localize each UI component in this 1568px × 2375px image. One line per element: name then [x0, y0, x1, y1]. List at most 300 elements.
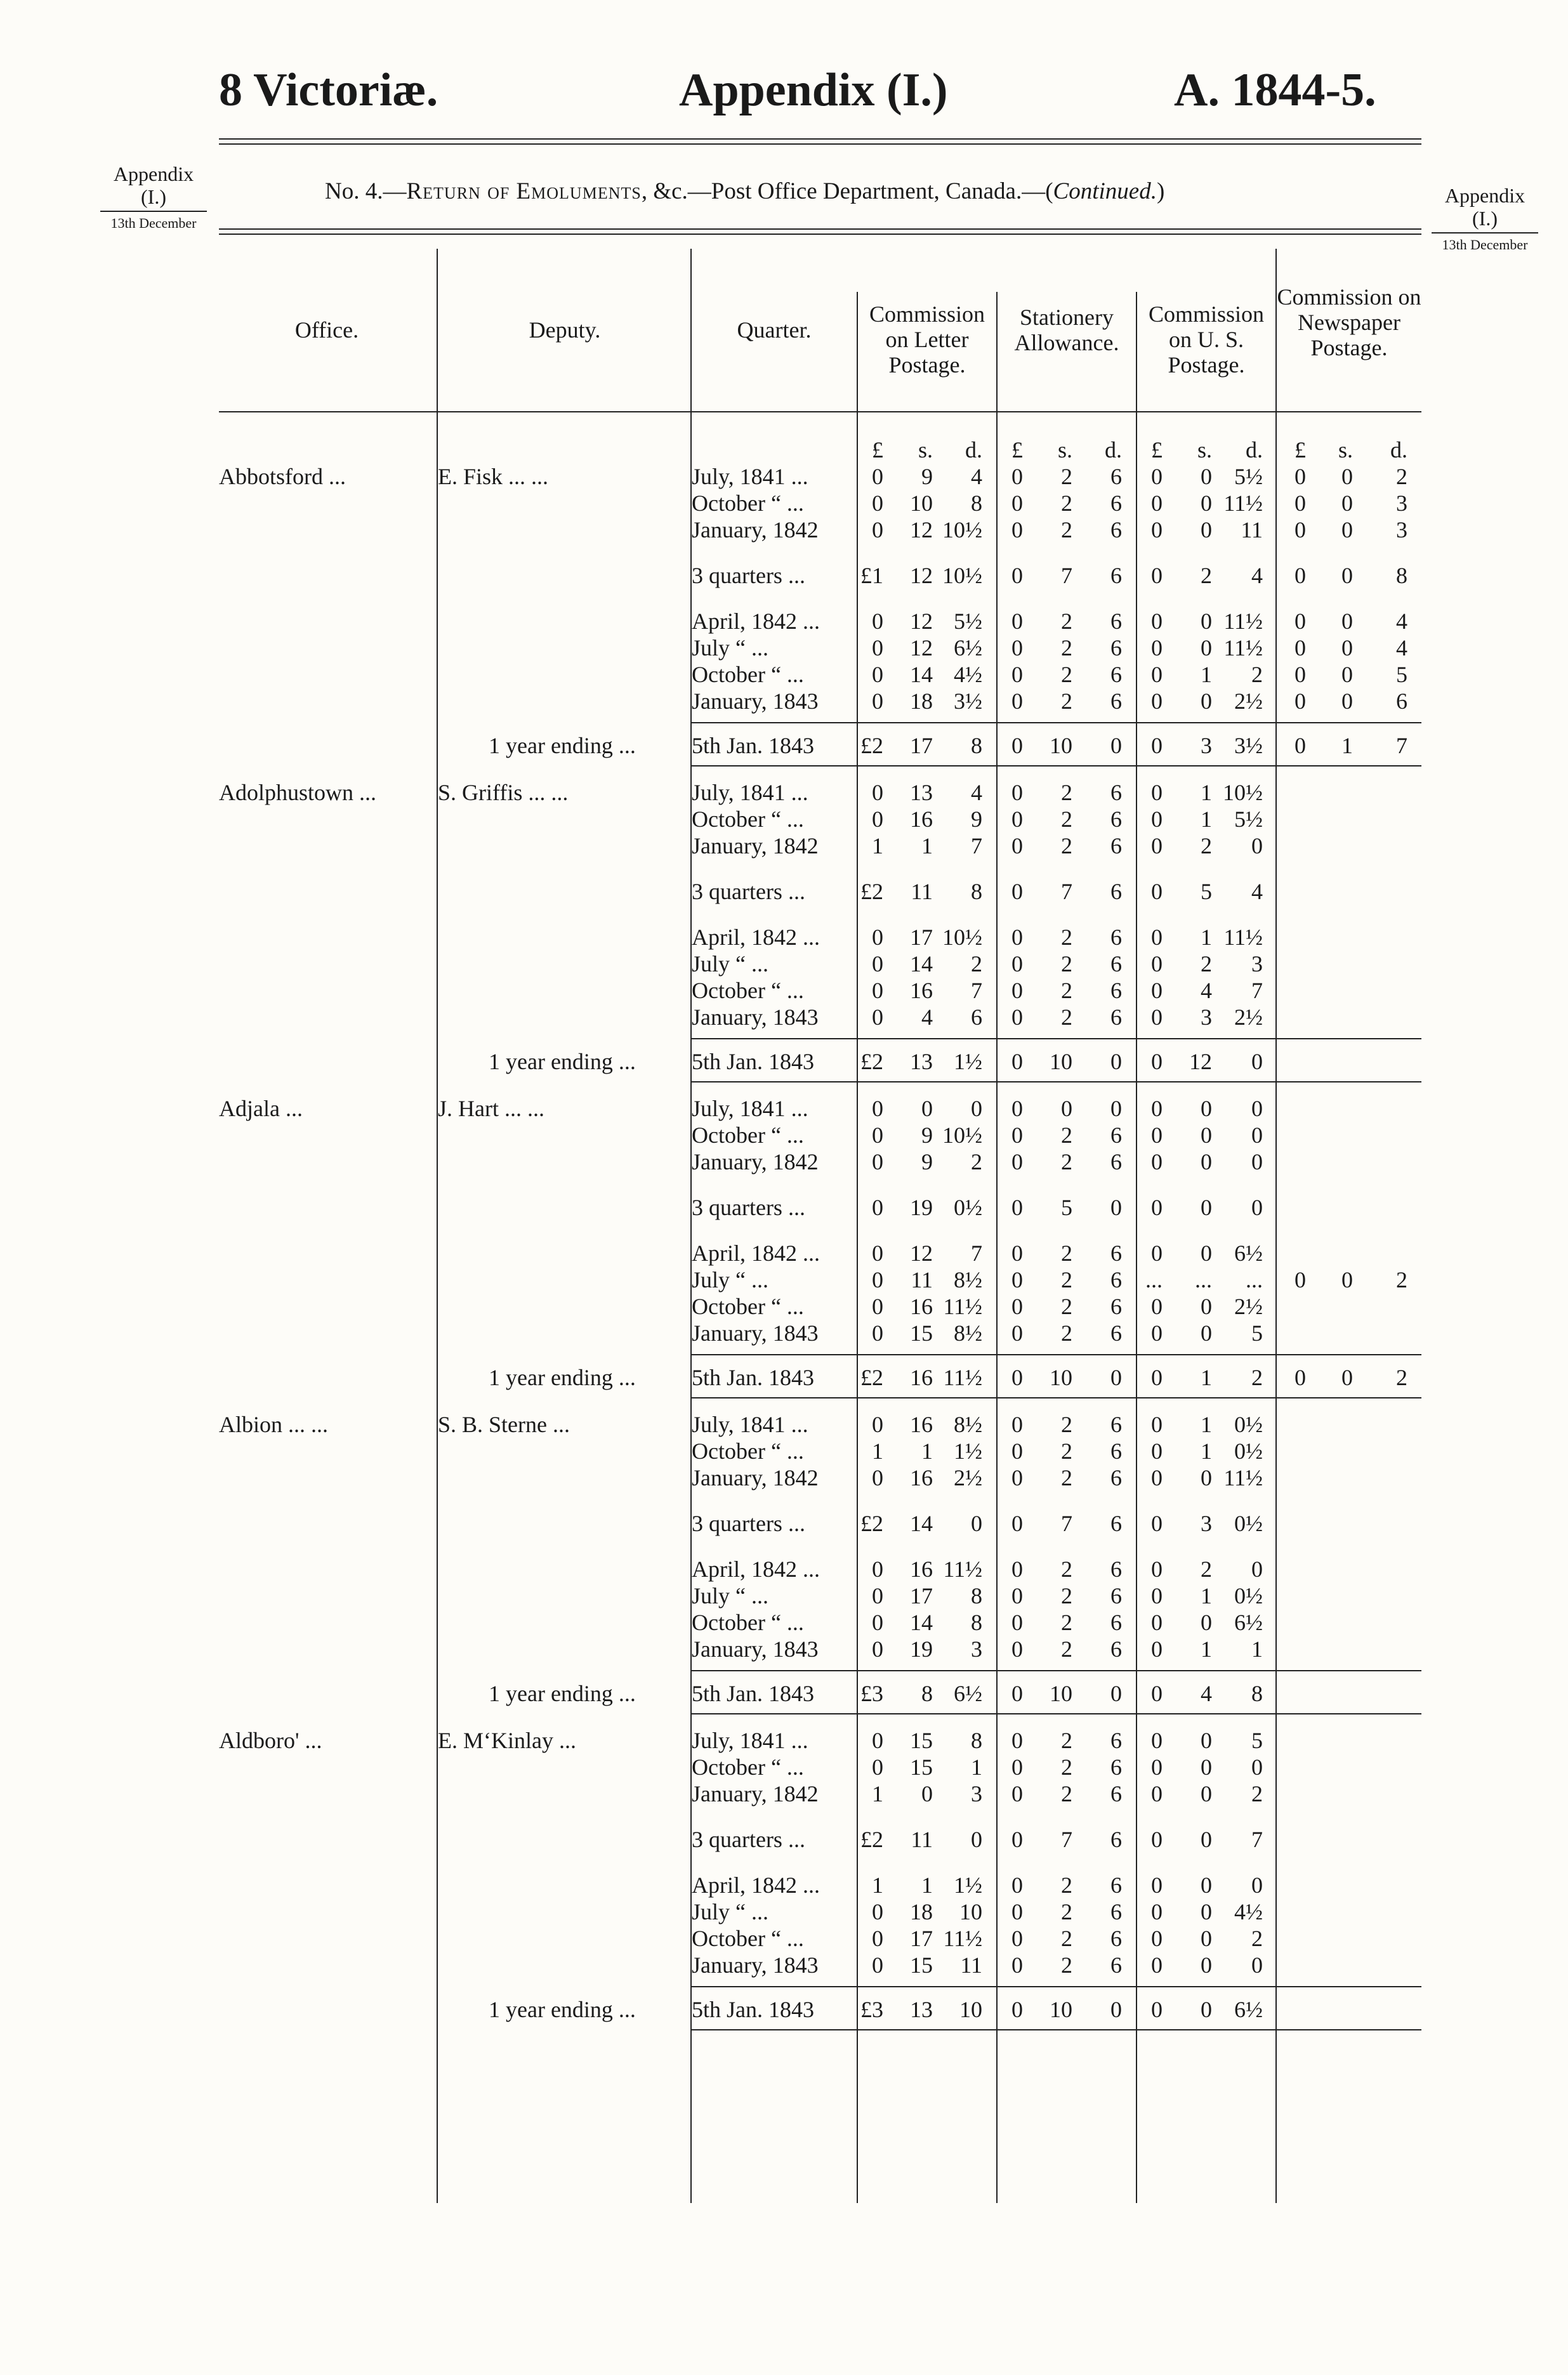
quarter-label: April, 1842 ...: [692, 1872, 820, 1898]
amount-letter-pence: 2: [971, 1149, 982, 1174]
amount-letter-shillings: 4: [921, 1004, 933, 1030]
amount-letter-pounds: 0: [872, 662, 883, 687]
amount-stat-shillings: 2: [1061, 1465, 1072, 1490]
amount-stat-pence: 6: [1110, 806, 1122, 832]
margin-title: Appendix: [113, 162, 194, 185]
amount-us-pounds: 0: [1151, 1320, 1163, 1346]
amount-stat-pence: 6: [1110, 464, 1122, 489]
amount-letter-pounds: 0: [872, 1636, 883, 1662]
year-ending-label: 1 year ending ...: [489, 1365, 636, 1390]
quarter-label: January, 1842: [692, 1465, 819, 1490]
amount-letter-shillings: 15: [910, 1754, 933, 1780]
amount-stat-shillings: 10: [1050, 1997, 1072, 2022]
amount-letter-pounds: 0: [872, 1556, 883, 1582]
amount-stat-pounds: 0: [1011, 806, 1023, 832]
amount-letter-pounds: 0: [872, 1926, 883, 1951]
currency-unit-letter: s.: [918, 437, 933, 463]
amount-letter-pounds: 0: [872, 978, 883, 1003]
amount-us-pounds: 0: [1151, 688, 1163, 714]
amount-us-pounds: 0: [1151, 1049, 1163, 1074]
amount-us-pence: 11½: [1223, 1465, 1263, 1490]
amount-letter-pounds: 0: [872, 1267, 883, 1293]
office-name: Adjala ...: [219, 1096, 303, 1121]
amount-stat-shillings: 2: [1061, 1926, 1072, 1951]
amount-letter-shillings: 1: [921, 833, 933, 859]
amount-stat-pounds: 0: [1011, 1294, 1023, 1319]
amount-us-pence: 5: [1251, 1320, 1263, 1346]
office-name: Abbotsford ...: [219, 464, 346, 489]
amount-news-pence: 2: [1396, 464, 1407, 489]
amount-us-pounds: 0: [1151, 1728, 1163, 1753]
amount-us-pounds: 0: [1151, 780, 1163, 805]
amount-letter-pounds: £2: [860, 1511, 883, 1536]
amount-stat-shillings: 2: [1061, 951, 1072, 977]
amount-news-pounds: 0: [1295, 733, 1306, 758]
amount-letter-shillings: 12: [910, 517, 933, 543]
amount-letter-pence: 8½: [954, 1320, 982, 1346]
amount-us-shillings: 0: [1201, 517, 1212, 543]
amount-letter-shillings: 13: [910, 1997, 933, 2022]
amount-stat-pounds: 0: [1011, 1320, 1023, 1346]
amount-us-pence: 5: [1251, 1728, 1263, 1753]
amount-us-pence: 3½: [1234, 733, 1263, 758]
amount-stat-pounds: 0: [1011, 490, 1023, 516]
amount-us-pence: 0½: [1234, 1412, 1263, 1437]
year-total-rule: [690, 1354, 1421, 1355]
amount-letter-pence: 8: [971, 1583, 982, 1609]
amount-us-shillings: 2: [1201, 951, 1212, 977]
amount-us-pounds: 0: [1151, 1926, 1163, 1951]
amount-letter-pounds: 0: [872, 635, 883, 661]
amount-letter-shillings: 16: [910, 1465, 933, 1490]
amount-us-shillings: 0: [1201, 464, 1212, 489]
amount-news-pence: 2: [1396, 1365, 1407, 1390]
amount-stat-pence: 0: [1110, 733, 1122, 758]
amount-us-pence: 2: [1251, 1365, 1263, 1390]
year-ending-date: 5th Jan. 1843: [692, 1997, 814, 2022]
amount-us-shillings: 1: [1201, 1636, 1212, 1662]
quarter-label: January, 1843: [692, 688, 819, 714]
quarter-label: April, 1842 ...: [692, 609, 820, 634]
amount-stat-pence: 6: [1110, 780, 1122, 805]
amount-letter-pence: 10½: [942, 924, 982, 950]
col-head-stationery: Stationery Allowance.: [1014, 305, 1119, 355]
amount-stat-pounds: 0: [1011, 924, 1023, 950]
amount-letter-shillings: 18: [910, 688, 933, 714]
amount-us-shillings: 2: [1201, 833, 1212, 859]
amount-stat-pence: 6: [1110, 1511, 1122, 1536]
quarter-label: July, 1841 ...: [692, 1096, 808, 1121]
amount-stat-pounds: 0: [1011, 1365, 1023, 1390]
margin-title: Appendix: [1444, 184, 1525, 207]
amount-us-pounds: 0: [1151, 490, 1163, 516]
amount-stat-shillings: 2: [1061, 1149, 1072, 1174]
quarter-label: January, 1842: [692, 1781, 819, 1806]
title-continued: Continued.: [1053, 178, 1157, 204]
amount-letter-shillings: 19: [910, 1195, 933, 1220]
amount-letter-shillings: 9: [921, 464, 933, 489]
amount-us-shillings: 0: [1201, 1872, 1212, 1898]
deputy-name: E. M‘Kinlay ...: [438, 1728, 576, 1753]
amount-us-pence: 0: [1251, 1122, 1263, 1148]
amount-letter-pounds: £3: [860, 1997, 883, 2022]
amount-us-shillings: 2: [1201, 563, 1212, 588]
amount-stat-pounds: 0: [1011, 517, 1023, 543]
quarter-label: October “ ...: [692, 1610, 804, 1635]
amount-us-pence: 11½: [1223, 490, 1263, 516]
amount-news-pence: 5: [1396, 662, 1407, 687]
amount-letter-pounds: 1: [872, 1438, 883, 1464]
amount-letter-pence: 7: [971, 1240, 982, 1266]
header-rule-double: [219, 143, 1421, 145]
amount-us-pence: 5½: [1234, 806, 1263, 832]
quarter-label: July “ ...: [692, 1583, 768, 1609]
amount-us-shillings: 0: [1201, 1294, 1212, 1319]
amount-us-pence: ...: [1246, 1267, 1263, 1293]
amount-us-shillings: 0: [1201, 1827, 1212, 1852]
currency-unit-stat: £: [1011, 437, 1023, 463]
amount-us-pence: 2½: [1234, 1294, 1263, 1319]
amount-us-shillings: 4: [1201, 978, 1212, 1003]
amount-letter-pence: 0: [971, 1096, 982, 1121]
amount-stat-pounds: 0: [1011, 1149, 1023, 1174]
amount-letter-shillings: 19: [910, 1636, 933, 1662]
amount-letter-pounds: 0: [872, 1240, 883, 1266]
amount-stat-pence: 6: [1110, 662, 1122, 687]
year-ending-date: 5th Jan. 1843: [692, 1365, 814, 1390]
amount-news-shillings: 0: [1341, 490, 1353, 516]
amount-us-pence: 6½: [1234, 1997, 1263, 2022]
table-title: [325, 178, 1164, 205]
amount-stat-pounds: 0: [1011, 688, 1023, 714]
amount-us-pounds: 0: [1151, 978, 1163, 1003]
amount-us-pounds: 0: [1151, 1997, 1163, 2022]
amount-stat-shillings: 2: [1061, 1583, 1072, 1609]
amount-letter-pence: 10: [959, 1899, 982, 1924]
amount-stat-pounds: 0: [1011, 1827, 1023, 1852]
amount-letter-pence: 6: [971, 1004, 982, 1030]
amount-letter-shillings: 0: [921, 1096, 933, 1121]
amount-stat-pounds: 0: [1011, 1681, 1023, 1706]
quarter-label: October “ ...: [692, 1754, 804, 1780]
amount-stat-pence: 6: [1110, 1122, 1122, 1148]
amount-us-pence: 0½: [1234, 1583, 1263, 1609]
amount-letter-pence: 8½: [954, 1267, 982, 1293]
amount-letter-pence: 10½: [942, 517, 982, 543]
amount-news-shillings: 0: [1341, 563, 1353, 588]
amount-us-pence: 4: [1251, 879, 1263, 904]
amount-us-shillings: 12: [1189, 1049, 1212, 1074]
currency-unit-news: £: [1295, 437, 1306, 463]
amount-stat-pence: 6: [1110, 517, 1122, 543]
amount-news-pounds: 0: [1295, 688, 1306, 714]
amount-us-shillings: ...: [1195, 1267, 1212, 1293]
amount-us-shillings: 0: [1201, 1997, 1212, 2022]
amount-letter-shillings: 11: [911, 879, 933, 904]
quarter-label: April, 1842 ...: [692, 1240, 820, 1266]
amount-letter-pence: 8: [971, 490, 982, 516]
amount-stat-shillings: 2: [1061, 1240, 1072, 1266]
amount-us-pounds: 0: [1151, 662, 1163, 687]
amount-stat-pounds: 0: [1011, 1636, 1023, 1662]
amount-us-pounds: ...: [1145, 1267, 1163, 1293]
amount-stat-shillings: 2: [1061, 924, 1072, 950]
amount-us-pounds: 0: [1151, 1583, 1163, 1609]
amount-us-pounds: 0: [1151, 806, 1163, 832]
amount-stat-pence: 6: [1110, 924, 1122, 950]
amount-us-pounds: 0: [1151, 1365, 1163, 1390]
amount-stat-pence: 6: [1110, 1438, 1122, 1464]
col-head-quarter: Quarter.: [737, 317, 812, 343]
subtotal-label: 3 quarters ...: [692, 1511, 805, 1536]
amount-stat-pence: 6: [1110, 1728, 1122, 1753]
amount-stat-pounds: 0: [1011, 879, 1023, 904]
quarter-label: January, 1843: [692, 1952, 819, 1978]
amount-us-pence: 2½: [1234, 1004, 1263, 1030]
amount-us-pounds: 0: [1151, 1240, 1163, 1266]
amount-stat-pence: 6: [1110, 1952, 1122, 1978]
amount-us-shillings: 1: [1201, 1438, 1212, 1464]
amount-stat-pounds: 0: [1011, 1195, 1023, 1220]
amount-stat-pounds: 0: [1011, 780, 1023, 805]
currency-unit-us: d.: [1246, 437, 1263, 463]
amount-letter-shillings: 8: [921, 1681, 933, 1706]
amount-letter-pounds: £3: [860, 1681, 883, 1706]
quarter-label: October “ ...: [692, 490, 804, 516]
col-head-us: Commission on U. S. Postage.: [1148, 301, 1265, 378]
amount-letter-pence: 11½: [943, 1365, 982, 1390]
amount-letter-pence: 6½: [954, 635, 982, 661]
amount-letter-shillings: 16: [910, 978, 933, 1003]
amount-letter-pence: 0: [971, 1827, 982, 1852]
amount-letter-shillings: 15: [910, 1728, 933, 1753]
margin-note-right: [1428, 184, 1542, 256]
amount-us-shillings: 5: [1201, 879, 1212, 904]
amount-stat-pence: 0: [1110, 1997, 1122, 2022]
amount-us-pounds: 0: [1151, 1610, 1163, 1635]
amount-news-pence: 7: [1396, 733, 1407, 758]
amount-stat-pounds: 0: [1011, 951, 1023, 977]
amount-letter-pounds: 0: [872, 951, 883, 977]
office-separator-rule: [690, 1081, 1421, 1082]
amount-stat-pounds: 0: [1011, 1122, 1023, 1148]
amount-letter-pounds: 0: [872, 688, 883, 714]
amount-stat-pounds: 0: [1011, 1004, 1023, 1030]
amount-stat-shillings: 2: [1061, 1294, 1072, 1319]
amount-news-pounds: 0: [1295, 517, 1306, 543]
amount-stat-pence: 6: [1110, 1004, 1122, 1030]
office-separator-rule: [690, 2029, 1421, 2030]
amount-news-pounds: 0: [1295, 1267, 1306, 1293]
amount-stat-pounds: 0: [1011, 609, 1023, 634]
amount-us-pounds: 0: [1151, 1294, 1163, 1319]
amount-stat-pence: 6: [1110, 635, 1122, 661]
amount-us-shillings: 0: [1201, 1240, 1212, 1266]
year-ending-date: 5th Jan. 1843: [692, 1049, 814, 1074]
amount-letter-shillings: 14: [910, 662, 933, 687]
amount-stat-shillings: 2: [1061, 517, 1072, 543]
amount-stat-shillings: 2: [1061, 1754, 1072, 1780]
amount-letter-pence: 8: [971, 1610, 982, 1635]
year-total-rule: [690, 1038, 1421, 1039]
quarter-label: October “ ...: [692, 806, 804, 832]
amount-us-shillings: 0: [1201, 1096, 1212, 1121]
amount-stat-pounds: 0: [1011, 1610, 1023, 1635]
amount-us-pence: 7: [1251, 1827, 1263, 1852]
amount-us-pounds: 0: [1151, 924, 1163, 950]
amount-stat-shillings: 10: [1050, 1365, 1072, 1390]
amount-us-pence: 2: [1251, 662, 1263, 687]
amount-stat-pounds: 0: [1011, 1997, 1023, 2022]
currency-unit-us: s.: [1197, 437, 1212, 463]
amount-letter-pence: 5½: [954, 609, 982, 634]
amount-letter-pounds: £2: [860, 879, 883, 904]
running-head-year: A. 1844-5.: [1174, 64, 1376, 116]
amount-letter-shillings: 12: [910, 1240, 933, 1266]
amount-us-shillings: 3: [1201, 1004, 1212, 1030]
amount-us-pence: 0: [1251, 1556, 1263, 1582]
subtotal-label: 3 quarters ...: [692, 1827, 805, 1852]
amount-stat-pounds: 0: [1011, 662, 1023, 687]
amount-us-pence: 0: [1251, 1149, 1263, 1174]
quarter-label: July “ ...: [692, 1267, 768, 1293]
amount-stat-pence: 6: [1110, 1556, 1122, 1582]
amount-letter-pence: 10½: [942, 563, 982, 588]
title-end: ): [1156, 178, 1165, 204]
amount-us-pence: 2½: [1234, 688, 1263, 714]
currency-unit-stat: s.: [1057, 437, 1072, 463]
quarter-label: October “ ...: [692, 662, 804, 687]
amount-letter-pence: 10: [959, 1997, 982, 2022]
amount-us-pounds: 0: [1151, 951, 1163, 977]
amount-stat-pence: 6: [1110, 1899, 1122, 1924]
amount-stat-pence: 6: [1110, 1926, 1122, 1951]
amount-letter-pence: 7: [971, 833, 982, 859]
amount-letter-pounds: 0: [872, 1899, 883, 1924]
amount-letter-pence: 2½: [954, 1465, 982, 1490]
currency-unit-letter: d.: [965, 437, 982, 463]
amount-us-pence: 7: [1251, 978, 1263, 1003]
amount-stat-shillings: 2: [1061, 662, 1072, 687]
amount-us-pounds: 0: [1151, 1511, 1163, 1536]
amount-stat-shillings: 2: [1061, 688, 1072, 714]
amount-letter-shillings: 0: [921, 1781, 933, 1806]
amount-us-shillings: 3: [1201, 1511, 1212, 1536]
amount-stat-shillings: 7: [1061, 1511, 1072, 1536]
title-caps: Return of Emoluments: [406, 178, 642, 204]
amount-us-shillings: 0: [1201, 609, 1212, 634]
title-rule-double: [219, 234, 1421, 235]
office-separator-rule: [690, 1397, 1421, 1398]
amount-letter-shillings: 11: [911, 1827, 933, 1852]
amount-letter-pence: 3½: [954, 688, 982, 714]
amount-us-pence: 0½: [1234, 1511, 1263, 1536]
amount-us-pence: 0: [1251, 1049, 1263, 1074]
amount-stat-pence: 6: [1110, 1294, 1122, 1319]
amount-us-shillings: 0: [1201, 1122, 1212, 1148]
quarter-label: October “ ...: [692, 1122, 804, 1148]
amount-letter-pounds: 1: [872, 1781, 883, 1806]
amount-letter-shillings: 9: [921, 1149, 933, 1174]
amount-us-shillings: 4: [1201, 1681, 1212, 1706]
amount-letter-pence: 2: [971, 951, 982, 977]
quarter-label: April, 1842 ...: [692, 1556, 820, 1582]
amount-us-shillings: 1: [1201, 662, 1212, 687]
amount-stat-shillings: 2: [1061, 833, 1072, 859]
year-total-rule: [690, 1986, 1421, 1987]
amount-letter-pounds: 1: [872, 833, 883, 859]
amount-stat-pounds: 0: [1011, 635, 1023, 661]
amount-letter-pounds: 0: [872, 1465, 883, 1490]
amount-us-pence: 11: [1241, 517, 1263, 543]
amount-letter-shillings: 17: [910, 1583, 933, 1609]
amount-stat-shillings: 2: [1061, 635, 1072, 661]
amount-stat-shillings: 7: [1061, 1827, 1072, 1852]
amount-stat-pounds: 0: [1011, 1049, 1023, 1074]
currency-unit-us: £: [1151, 437, 1163, 463]
amount-news-pence: 6: [1396, 688, 1407, 714]
amount-news-shillings: 0: [1341, 635, 1353, 661]
amount-us-shillings: 2: [1201, 1556, 1212, 1582]
amount-us-shillings: 0: [1201, 1899, 1212, 1924]
quarter-label: April, 1842 ...: [692, 924, 820, 950]
amount-us-shillings: 0: [1201, 1465, 1212, 1490]
col-head-office: Office.: [294, 317, 359, 343]
quarter-label: January, 1842: [692, 833, 819, 859]
year-ending-label: 1 year ending ...: [489, 1681, 636, 1706]
office-name: Adolphustown ...: [219, 780, 377, 805]
amount-us-pence: 2: [1251, 1926, 1263, 1951]
amount-stat-pence: 6: [1110, 1240, 1122, 1266]
amount-us-pence: 0: [1251, 1195, 1263, 1220]
amount-us-pounds: 0: [1151, 1122, 1163, 1148]
amount-us-pounds: 0: [1151, 464, 1163, 489]
amount-stat-pounds: 0: [1011, 1267, 1023, 1293]
amount-letter-pence: 1½: [954, 1049, 982, 1074]
amount-us-shillings: 1: [1201, 1365, 1212, 1390]
amount-us-pounds: 0: [1151, 1681, 1163, 1706]
amount-stat-pence: 6: [1110, 1827, 1122, 1852]
amount-letter-shillings: 13: [910, 780, 933, 805]
amount-stat-pence: 0: [1110, 1096, 1122, 1121]
amount-stat-shillings: 2: [1061, 1267, 1072, 1293]
quarter-label: July “ ...: [692, 951, 768, 977]
amount-us-pence: 4½: [1234, 1899, 1263, 1924]
amount-letter-shillings: 16: [910, 806, 933, 832]
amount-letter-pounds: 0: [872, 1952, 883, 1978]
amount-us-shillings: 1: [1201, 806, 1212, 832]
amount-stat-pence: 6: [1110, 1754, 1122, 1780]
amount-us-pence: 0: [1251, 1754, 1263, 1780]
amount-stat-pence: 6: [1110, 1610, 1122, 1635]
amount-stat-shillings: 2: [1061, 1320, 1072, 1346]
amount-stat-pence: 6: [1110, 978, 1122, 1003]
amount-stat-shillings: 10: [1050, 1049, 1072, 1074]
amount-news-pounds: 0: [1295, 464, 1306, 489]
amount-letter-pounds: £1: [860, 563, 883, 588]
col-rule: [437, 249, 438, 2203]
amount-letter-pounds: 0: [872, 1728, 883, 1753]
amount-us-pounds: 0: [1151, 1952, 1163, 1978]
amount-us-pounds: 0: [1151, 1556, 1163, 1582]
amount-letter-pounds: 0: [872, 1412, 883, 1437]
amount-letter-pounds: 0: [872, 924, 883, 950]
amount-stat-shillings: 2: [1061, 1728, 1072, 1753]
amount-news-shillings: 0: [1341, 464, 1353, 489]
amount-letter-pence: 11½: [943, 1294, 982, 1319]
amount-letter-pounds: 0: [872, 1754, 883, 1780]
amount-us-shillings: 0: [1201, 490, 1212, 516]
